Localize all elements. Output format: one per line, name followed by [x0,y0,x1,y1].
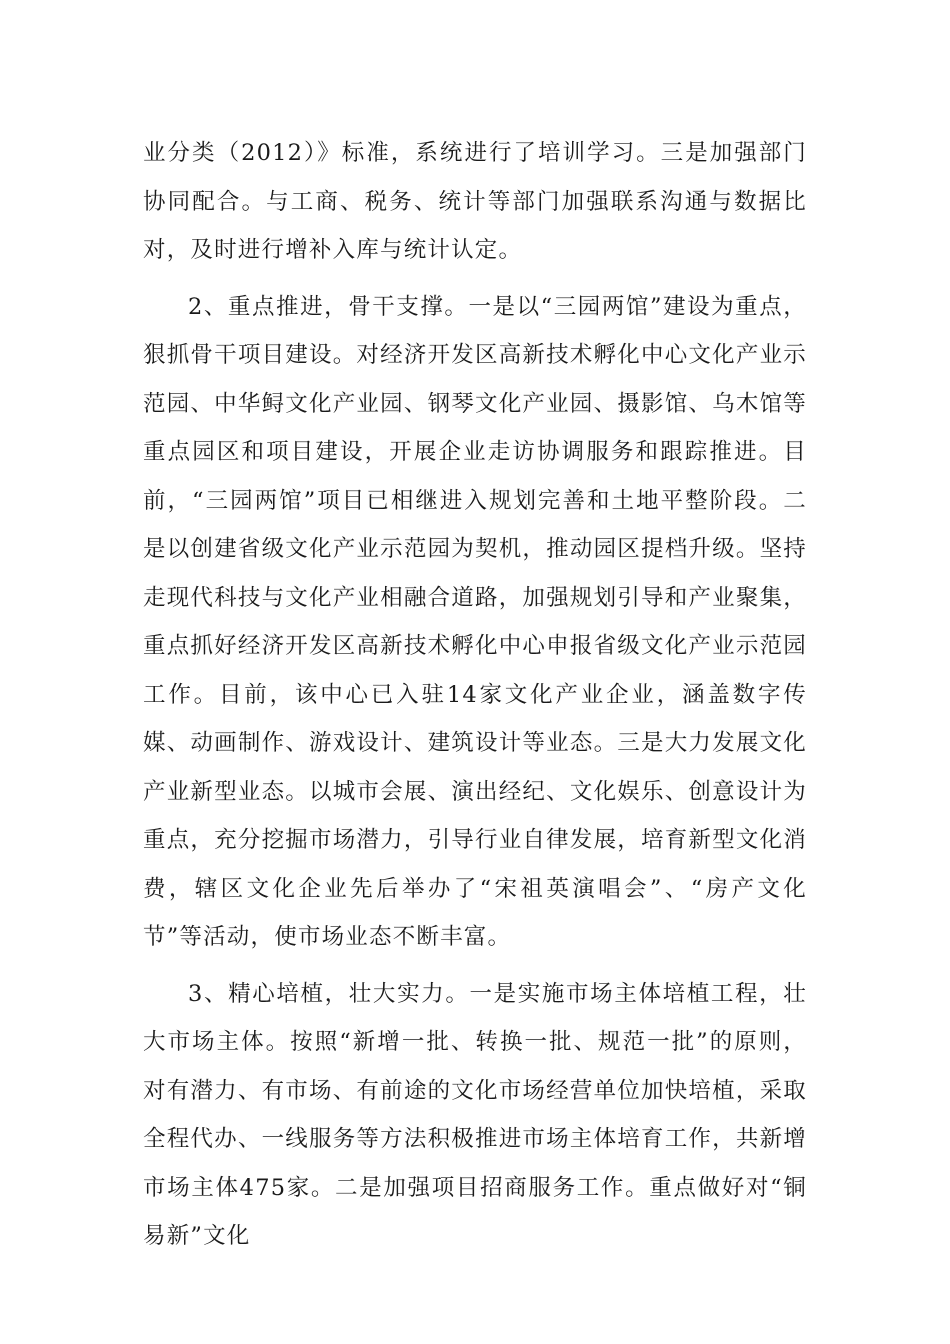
paragraph-careful-cultivation: 3、精心培植，壮大实力。一是实施市场主体培植工程，壮大市场主体。按照“新增一批、转换一批、规范一批”的原则，对有潜力、有市场、有前途的文化市场经营单位加快培植，采取全程代办、一线服务等方法积极推进市场主体培育工作，共新增市场主体475家。二是加强项目招商服务工作。重点做好对“铜易新”文化 [143,980,807,1249]
paragraph-continuation: 业分类（2012）》标准，系统进行了培训学习。三是加强部门协同配合。与工商、税务、统计等部门加强联系沟通与数据比对，及时进行增补入库与统计认定。 [143,140,807,263]
paragraph-key-advancement: 2、重点推进，骨干支撑。一是以“三园两馆”建设为重点，狠抓骨干项目建设。对经济开发区高新技术孵化中心文化产业示范园、中华鲟文化产业园、钢琴文化产业园、摄影馆、乌木馆等重点园区和项目建设，开展企业走访协调服务和跟踪推进。目前，“三园两馆”项目已相继进入规划完善和土地平整阶段。二是以创建省级文化产业示范园为契机，推动园区提档升级。坚持走现代科技与文化产业相融合道路，加强规划引导和产业聚集，重点抓好经济开发区高新技术孵化中心申报省级文化产业示范园工作。目前，该中心已入驻14家文化产业企业，涵盖数字传媒、动画制作、游戏设计、建筑设计等业态。三是大力发展文化产业新型业态。以城市会展、演出经纪、文化娱乐、创意设计为重点，充分挖掘市场潜力，引导行业自律发展，培育新型文化消费，辖区文化企业先后举办了“宋祖英演唱会”、“房产文化节”等活动，使市场业态不断丰富。 [143,293,807,950]
document-body [143,129,807,1261]
